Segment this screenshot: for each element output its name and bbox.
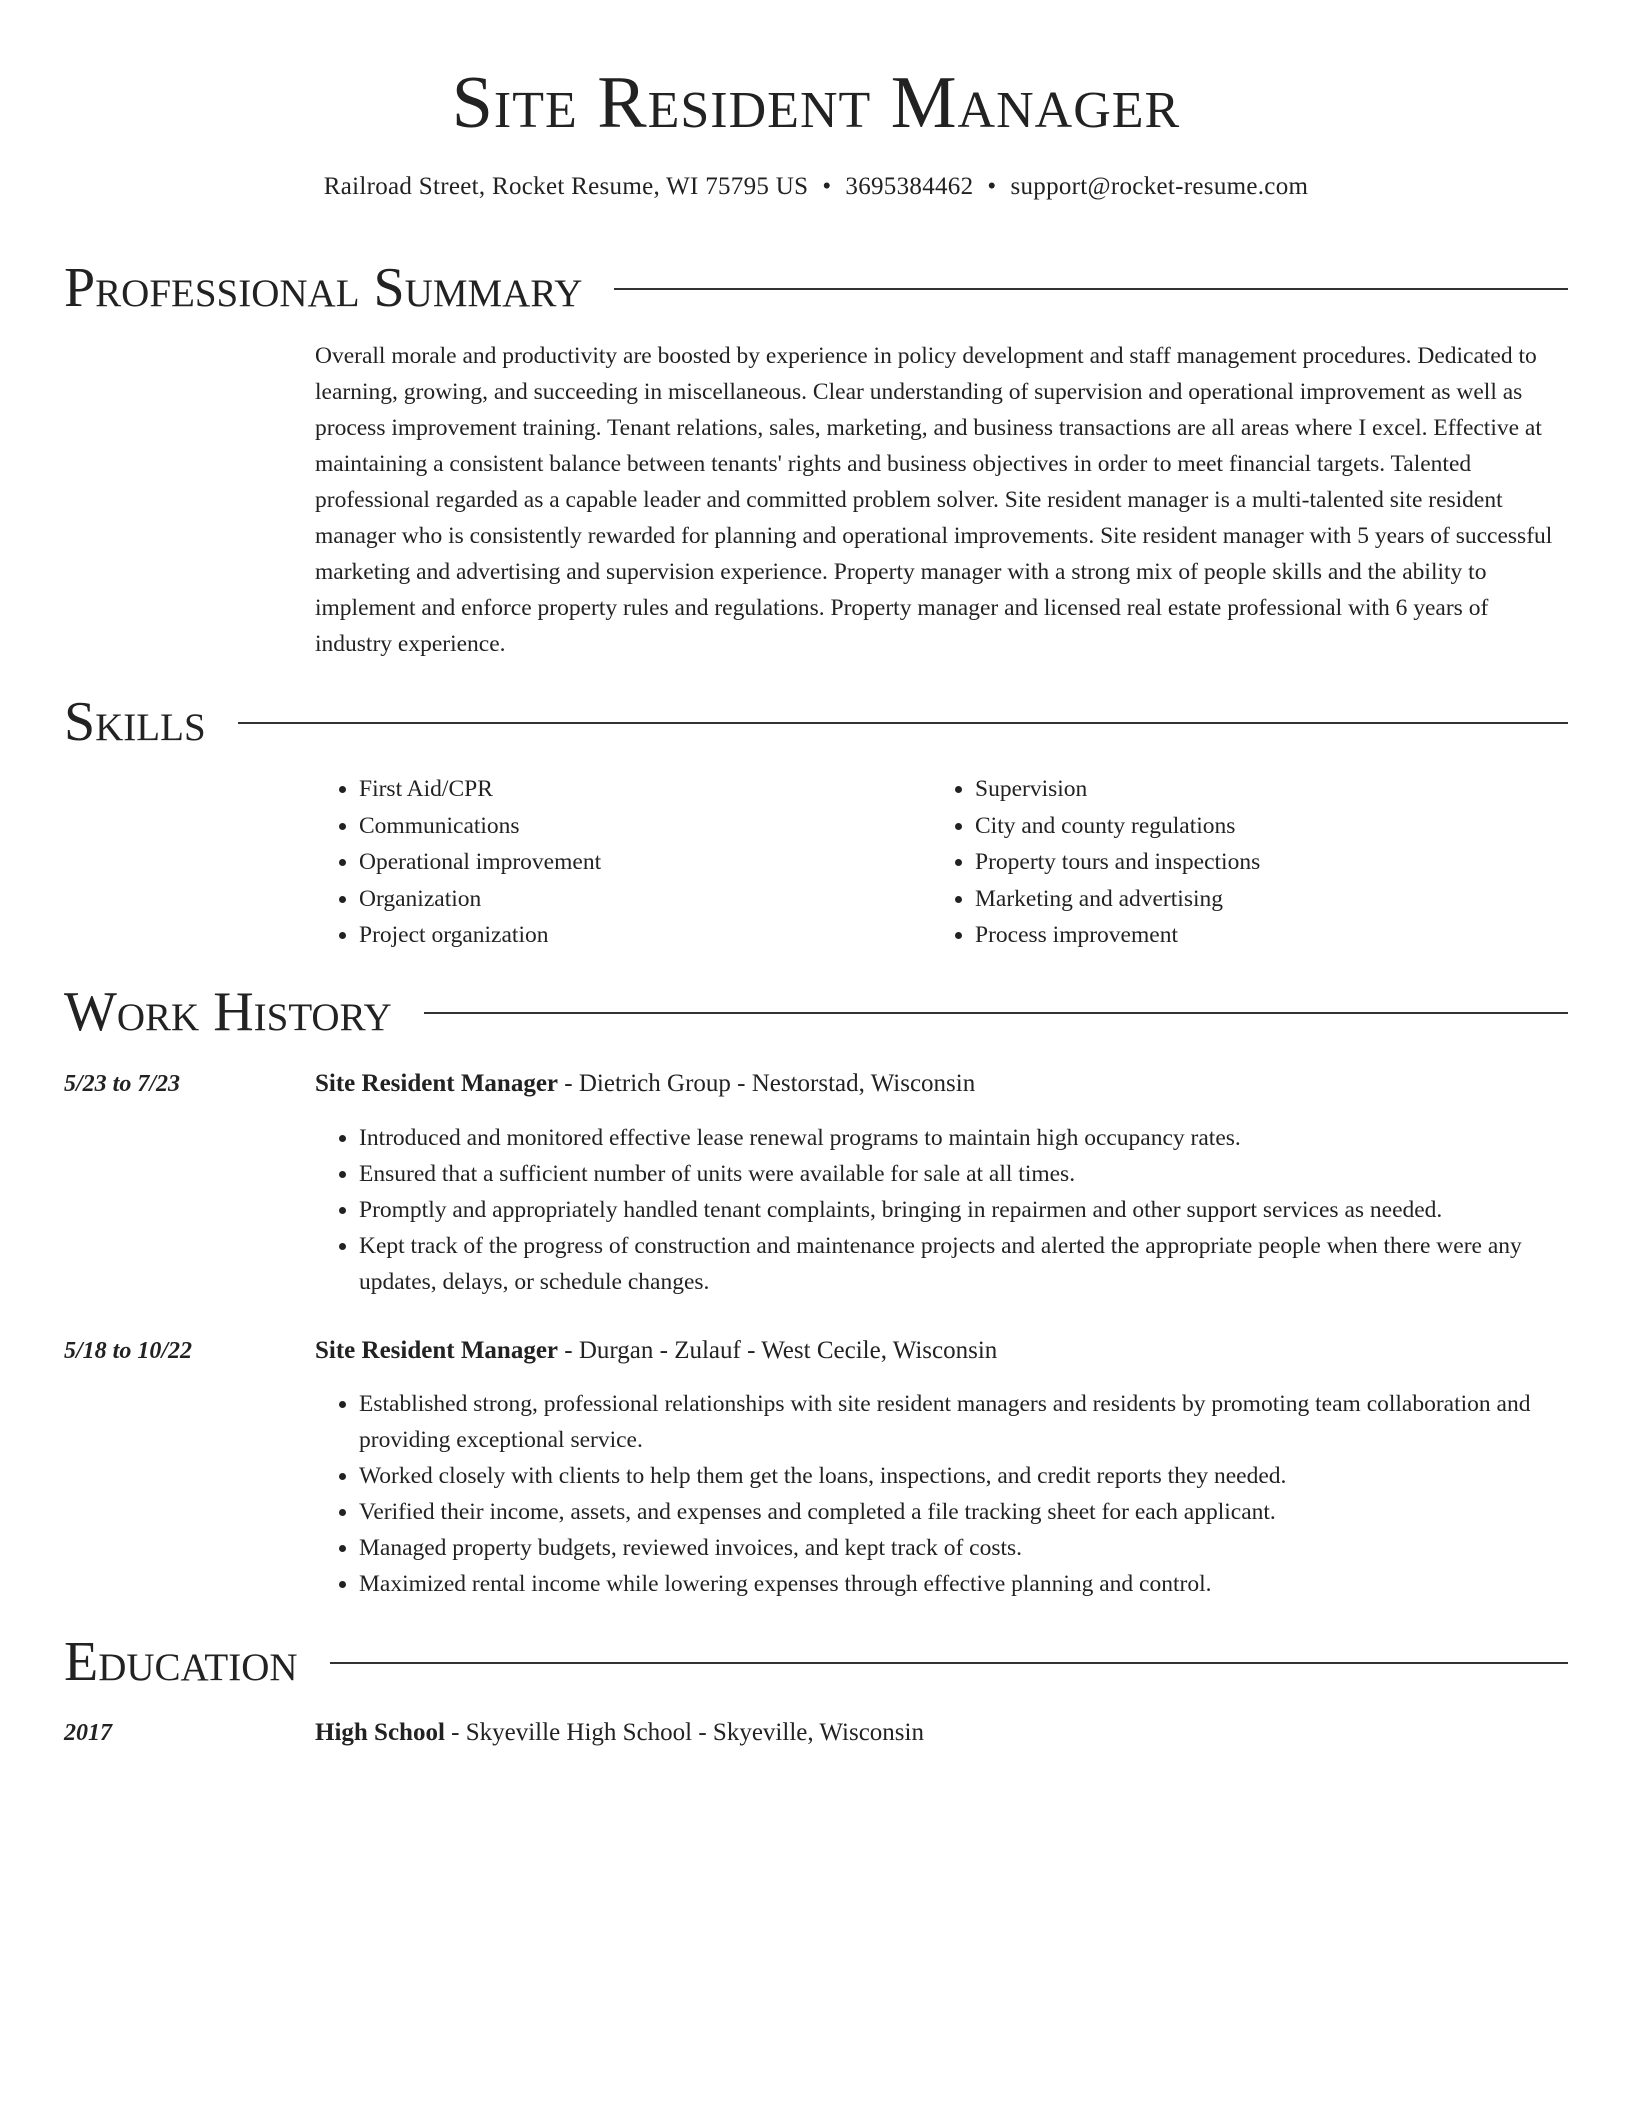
- candidate-name: Site Resident Manager: [451, 62, 1181, 144]
- summary-section-header: [64, 256, 1568, 320]
- job-role: Site Resident Manager: [315, 1337, 559, 1364]
- job-bullet: • Ensured that a sufficient number of units were available for sale at all times.: [359, 1156, 1568, 1192]
- job-dates: 5/18 to 10/22: [64, 1338, 193, 1364]
- work-title: Work History: [64, 981, 392, 1043]
- job-bullet: • Maximized rental income while lowering expenses through effective planning and control.: [359, 1566, 1568, 1602]
- skill-item: • Property tours and inspections: [975, 844, 1260, 881]
- education-degree: High School: [315, 1719, 445, 1746]
- job-heading: [315, 1066, 975, 1102]
- skill-item: • Project organization: [359, 917, 601, 954]
- job-employer: - Durgan - Zulauf - West Cecile, Wisconsin: [558, 1337, 998, 1364]
- job-employer: - Dietrich Group - Nestorstad, Wisconsin: [558, 1070, 976, 1097]
- skill-item: • Organization: [359, 881, 601, 918]
- job-bullet: • Established strong, professional relationships with site resident managers and residents by promoting team collaboration and providing exceptional service.: [359, 1386, 1568, 1458]
- summary-text: Overall morale and productivity are boosted by experience in policy development and staff management procedures. Dedicated to learning, growing, and succeeding in miscellaneous. Clear understanding of supervision and operational improvement as well as process improvement training. Tenant relations, sales, marketing, and business transactions are all areas where I excel. Effective at maintaining a consistent balance between tenants' rights and business objectives in order to meet financial targets. Talented professional regarded as a capable leader and committed problem solver. Site resident manager is a multi-talented site resident manager who is consistently rewarded for planning and operational improvements. Site resident manager with 5 years of successful marketing and advertising and supervision experience. Property manager with a strong mix of people skills and the ability to implement and enforce property rules and regulations. Property manager and licensed real estate professional with 6 years of industry experience.: [315, 343, 1553, 657]
- job-bullet: • Kept track of the progress of construction and maintenance projects and alerted the appropriate people when there were any updates, delays, or schedule changes.: [359, 1228, 1568, 1300]
- summary-title: Professional Summary: [64, 257, 583, 319]
- contact-separator: •: [987, 173, 997, 200]
- skill-item: • Process improvement: [975, 917, 1260, 954]
- education-title: Education: [64, 1631, 298, 1693]
- job-heading: [315, 1333, 997, 1369]
- skill-item: • Communications: [359, 808, 601, 845]
- contact-separator: •: [822, 173, 832, 200]
- job-dates: 5/23 to 7/23: [64, 1071, 181, 1097]
- education-school: - Skyeville High School - Skyeville, Wisconsin: [444, 1719, 924, 1746]
- job-role: Site Resident Manager: [315, 1070, 559, 1097]
- job-bullet: • Introduced and monitored effective lease renewal programs to maintain high occupancy rates.: [359, 1120, 1568, 1156]
- job-bullet: • Verified their income, assets, and expenses and completed a file tracking sheet for each applicant.: [359, 1494, 1568, 1530]
- skills-column-right: [931, 771, 1260, 954]
- education-section-header: [64, 1630, 1568, 1694]
- work-section-header: [64, 980, 1568, 1044]
- education-heading: [315, 1715, 924, 1751]
- job-bullet: • Managed property budgets, reviewed invoices, and kept track of costs.: [359, 1530, 1568, 1566]
- job-bullet: • Promptly and appropriately handled tenant complaints, bringing in repairmen and other support services as needed.: [359, 1192, 1568, 1228]
- contact-address: Railroad Street, Rocket Resume, WI 75795 US: [323, 173, 809, 200]
- contact-line: [64, 170, 1568, 204]
- skill-item: • First Aid/CPR: [359, 771, 601, 808]
- skills-title: Skills: [64, 691, 206, 753]
- skills-section-header: [64, 690, 1568, 754]
- section-divider: [330, 1662, 1568, 1664]
- skill-item: • Operational improvement: [359, 844, 601, 881]
- skill-item: • City and county regulations: [975, 808, 1260, 845]
- skill-item: • Marketing and advertising: [975, 881, 1260, 918]
- contact-email: support@rocket-resume.com: [1010, 173, 1309, 200]
- skills-column-left: [315, 771, 601, 954]
- section-divider: [238, 722, 1568, 724]
- job-bullets: [315, 1120, 1568, 1300]
- resume-page: [64, 0, 1568, 1746]
- job-bullets: [315, 1386, 1568, 1602]
- job-bullet: • Worked closely with clients to help them get the loans, inspections, and credit reports they needed.: [359, 1458, 1568, 1494]
- contact-phone: 3695384462: [845, 173, 974, 200]
- section-divider: [614, 288, 1568, 290]
- education-date: 2017: [64, 1720, 112, 1746]
- skill-item: • Supervision: [975, 771, 1260, 808]
- section-divider: [424, 1012, 1568, 1014]
